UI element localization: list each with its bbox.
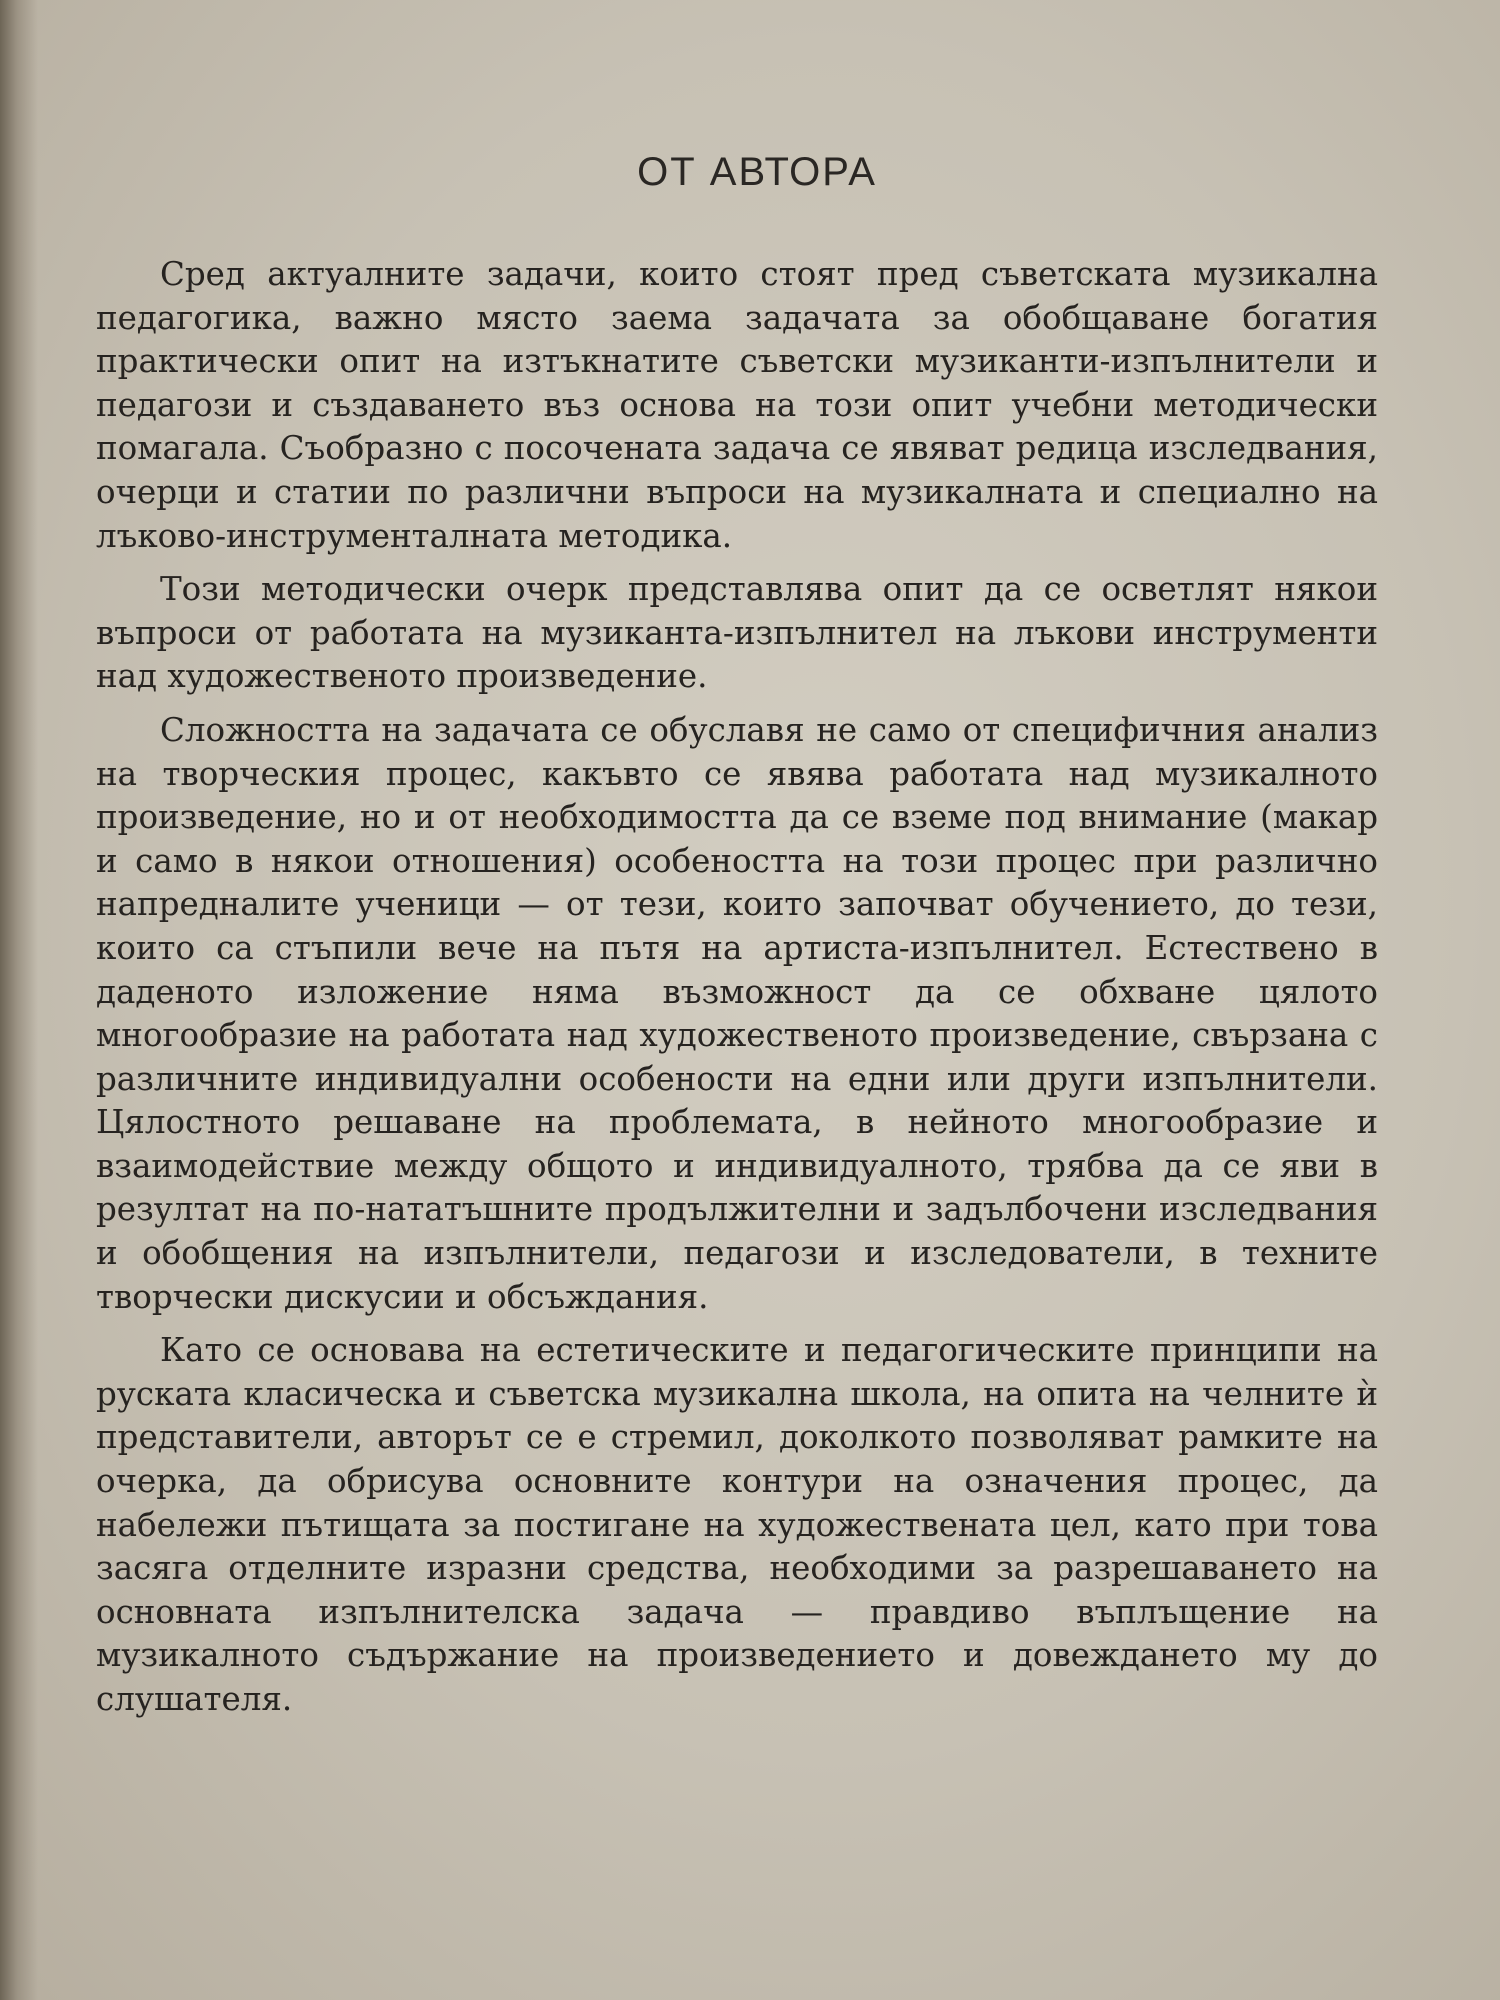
binding-shadow bbox=[0, 0, 38, 2000]
paragraph-2: Този методически очерк представлява опит да се осветлят някои въпроси от работата на музиканта-изпълнител на лъкови инструменти над художественото произведение. bbox=[96, 570, 1378, 696]
chapter-title: ОТ АВТОРА bbox=[637, 150, 877, 194]
paragraph-4: Като се основава на естетическите и педагогическите принципи на руската класическа и съветска музикална школа, на опита на челните ѝ представители, авторът се е стремил, доколкото позволяват рамките на очерка, да обрисува основните контури на означения процес, да набележи пътищата за постигане на художествената цел, като при това засяга отделните изразни средства, необходими за разрешаването на основната изпълнителска задача — правдиво въплъщение на музикалното съдържание на произведението и довеждането му до слушателя. bbox=[96, 1331, 1378, 1718]
page-content bbox=[96, 150, 1378, 1732]
paragraph-1: Сред актуалните задачи, които стоят пред съветската музикална педагогика, важно място заема задачата за обобщаване богатия практически опит на изтъкнатите съветски музиканти-изпълнители и педагози и създаването въз основа на този опит учебни методически помагала. Съобразно с посочената задача се явяват редица изследвания, очерци и статии по различни въпроси на музикалната и специално на лъково-инструменталната методика. bbox=[96, 255, 1378, 555]
paragraph-3: Сложността на задачата се обуславя не само от специфичния анализ на творческия процес, какъвто се явява работата над музикалното произведение, но и от необходимостта да се вземе под внимание (макар и само в някои отношения) особеността на този процес при различно напредналите ученици — от тези, които започват обучението, до тези, които са стъпили вече на пътя на артиста-изпълнител. Естествено в даденото изложение няма възможност да се обхване цялото многообразие на работата над художественото произведение, свързана с различните индивидуални особености на едни или други изпълнители. Цялостното решаване на проблемата, в нейното многообразие и взаимодействие между общото и индивидуалното, трябва да се яви в резултат на по-нататъшните продължителни и задълбочени изследвания и обобщения на изпълнители, педагози и изследователи, в техните творчески дискусии и обсъждания. bbox=[96, 710, 1378, 1316]
